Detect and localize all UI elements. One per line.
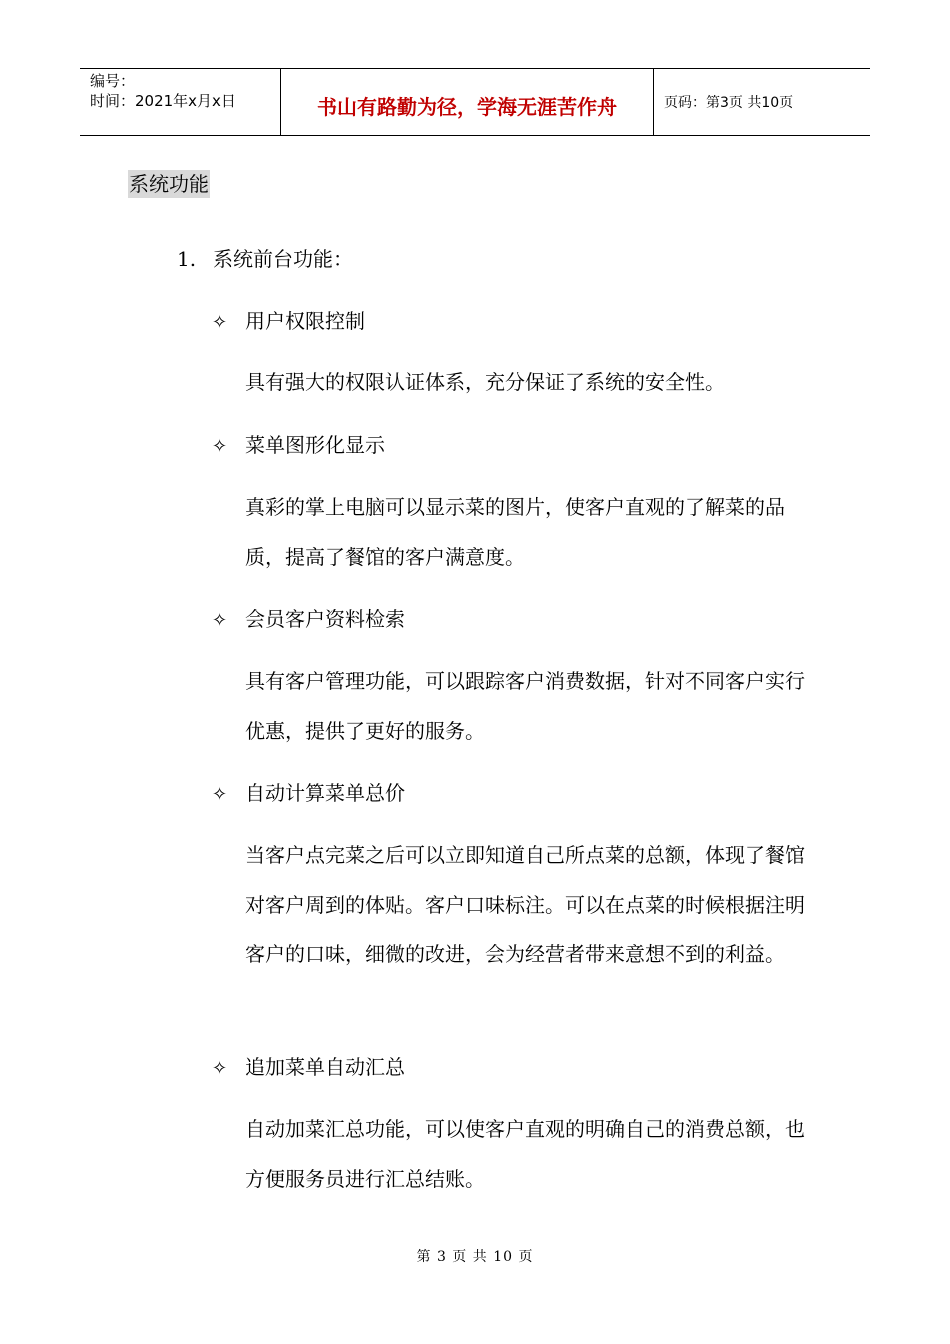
header-left-cell	[80, 69, 281, 135]
feature-description-5: 自动加菜汇总功能，可以使客户直观的明确自己的消费总额，也方便服务员进行汇总结账。	[245, 1117, 805, 1191]
diamond-bullet-icon: ✧	[212, 610, 228, 631]
page-footer: 第 3 页 共 10 页	[416, 1249, 534, 1265]
feature-description-4: 当客户点完菜之后可以立即知道自己所点菜的总额，体现了餐馆对客户周到的体贴。客户口味标注。可以在点菜的时候根据注明客户的口味，细微的改进，会为经营者带来意想不到的利益。	[245, 843, 805, 966]
feature-title-5	[212, 1053, 405, 1083]
feature-description-1: 具有强大的权限认证体系，充分保证了系统的安全性。	[245, 370, 725, 394]
feature-title-text: 自动计算菜单总价	[245, 781, 405, 805]
number-label: 编号：	[90, 72, 136, 90]
feature-title-1	[212, 307, 365, 337]
diamond-bullet-icon: ✧	[212, 1058, 228, 1079]
time-label: 时间：2021年x月x日	[90, 92, 236, 110]
numbered-item-text: 系统前台功能：	[213, 247, 353, 271]
header-page-info: 页码：第3页 共10页	[664, 95, 794, 111]
header-table	[80, 68, 870, 136]
feature-description-2: 真彩的掌上电脑可以显示菜的图片，使客户直观的了解菜的品质，提高了餐馆的客户满意度。	[245, 495, 785, 569]
diamond-bullet-icon: ✧	[212, 436, 228, 457]
numbered-item-number: 1.	[177, 247, 197, 271]
feature-title-text: 菜单图形化显示	[245, 433, 385, 457]
feature-title-4	[212, 779, 405, 809]
feature-description-3: 具有客户管理功能，可以跟踪客户消费数据，针对不同客户实行优惠，提供了更好的服务。	[245, 669, 805, 743]
section-title: 系统功能	[129, 172, 209, 196]
feature-title-3	[212, 605, 405, 635]
feature-title-2	[212, 431, 385, 461]
feature-title-text: 会员客户资料检索	[245, 607, 405, 631]
feature-title-text: 追加菜单自动汇总	[245, 1055, 405, 1079]
header-motto: 书山有路勤为径，学海无涯苦作舟	[281, 69, 654, 135]
feature-title-text: 用户权限控制	[245, 309, 365, 333]
numbered-item	[177, 245, 353, 273]
diamond-bullet-icon: ✧	[212, 312, 228, 333]
diamond-bullet-icon: ✧	[212, 784, 228, 805]
